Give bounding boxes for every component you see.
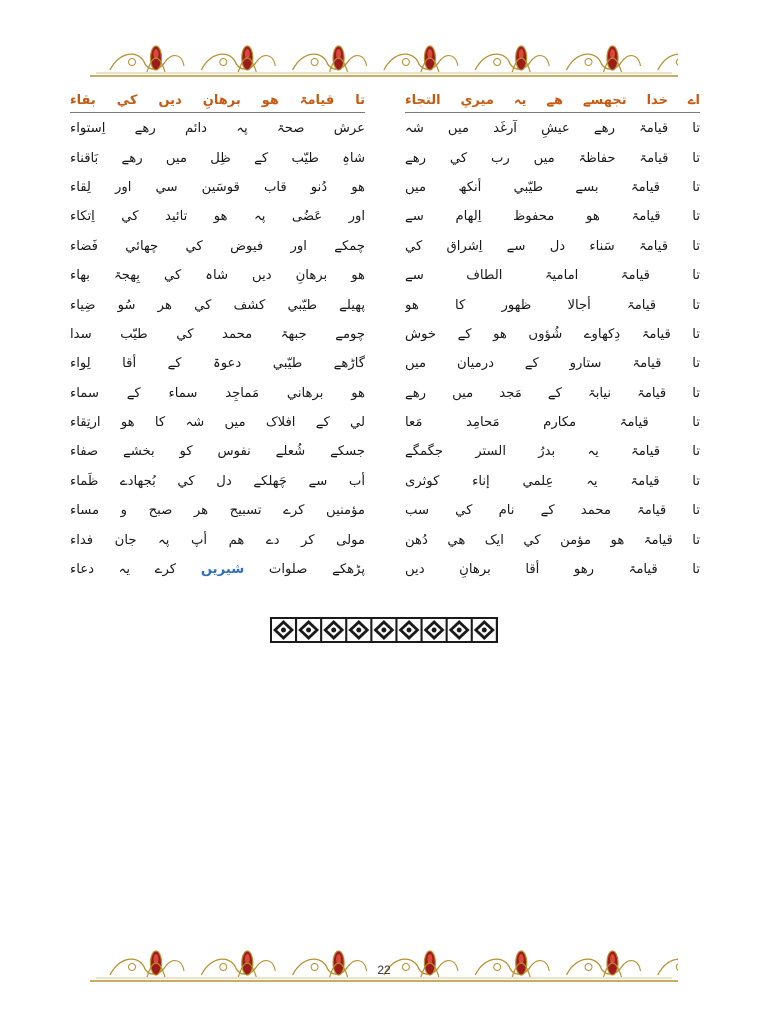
verse-right: تا قیامۃ محمد کے نام کي سب: [405, 503, 700, 519]
poem-row: [70, 555, 700, 584]
poem-row: [70, 349, 700, 378]
header-right-title: اے خدا تجھسے ھے یہ میري التجاء: [405, 90, 700, 113]
poem-body: [70, 88, 700, 584]
verse-right: تا قیامۃ حفاظۃ میں رب کي رھے: [405, 150, 700, 166]
verse-right: تا قیامۃ یہ عِلمي إناء کوثری: [405, 473, 700, 489]
verse-right: تا قیامۃ ھو مؤمن کي ایک ھي دُھن: [405, 532, 700, 548]
verse-right: تا قیامۃ یہ بدرُ الستر جگمگے: [405, 444, 700, 460]
poem-row: [70, 114, 700, 143]
verse-left: گاڑھے طیّبي دعوۃ کے أقا لِواء: [70, 356, 365, 372]
poem-row: [70, 467, 700, 496]
verse-left: جسکے شُعلے نفوس کو بخشے صفاء: [70, 444, 365, 460]
poem-row: [70, 408, 700, 437]
poem-row: [70, 496, 700, 525]
poem-row: [70, 202, 700, 231]
verse-left: مؤمنیں کرے تسبیح ھر صبح و مساء: [70, 503, 365, 519]
verse-left: شاہِ طیّب کے ظِل میں رھے بَاقناء: [70, 150, 365, 166]
verse-fragment: پڑھکے صلوات: [244, 562, 365, 578]
poem-header-row: [70, 88, 700, 114]
poem-row: [70, 143, 700, 172]
verse-right: تا قیامۃ امامیۃ الطاف سے: [405, 268, 700, 284]
verse-right: تا قیامۃ بسے طیّبي أنکھ میں: [405, 179, 700, 195]
verse-right: تا قیامۃ سَناء دل سے اِشراق کي: [405, 238, 700, 254]
poem-row: [70, 525, 700, 554]
geometric-divider-icon: [270, 617, 498, 643]
verse-left: ھو برھانِ دیں شاہ کي بِھجۃ بھاء: [70, 268, 365, 284]
verse-right: تا قیامۃ ستارو کے درمیان میں: [405, 356, 700, 372]
verse-right: تا قیامۃ رھے عیشِ آرغَد میں شہ: [405, 121, 700, 137]
verse-left: چمکے اور فیوض کي چھائي فَضاء: [70, 238, 365, 254]
poem-row: [70, 320, 700, 349]
verse-left: ھو دُنو قاب قوسَین سي اور لِقاء: [70, 179, 365, 195]
verse-left: چومے جبھۃ محمد کي طیّب سدا: [70, 326, 365, 342]
verse-left: أب سے چَھلکے دل کي بُجھادے ظَماء: [70, 473, 365, 489]
section-divider: [270, 617, 498, 643]
verse-left: لي کے افلاک میں شہ کا ھو ارتِقاء: [70, 415, 365, 431]
verse-fragment: کرے یہ دعاء: [70, 562, 201, 578]
verse-right: تا قیامۃ دِکھاوے شُؤوں ھو کے خوش: [405, 326, 700, 342]
verse-left: پھیلے طیّبي کشف کي ھر سُو ضِیاء: [70, 297, 365, 313]
top-floral-border: [90, 40, 678, 80]
poem-row: [70, 173, 700, 202]
verse-left: [70, 555, 365, 584]
verse-right: تا قیامۃ ھو محفوظ اِلھام سے: [405, 209, 700, 225]
floral-border-icon: [90, 40, 678, 80]
poem-row: [70, 379, 700, 408]
verse-left: عرش صحۃ پہ دائم رھے اِستواء: [70, 121, 365, 137]
verse-right: تا قیامۃ نیابۃ کے مَجد میں رھے: [405, 385, 700, 401]
poem-row: [70, 232, 700, 261]
poem-lines: [70, 114, 700, 584]
poem-row: [70, 290, 700, 319]
page-number: 22: [377, 963, 391, 977]
highlighted-word: شیریں: [200, 562, 245, 578]
poem-row: [70, 437, 700, 466]
verse-right: تا قیامۃ رھو أقا برھانِ دیں: [405, 562, 700, 578]
verse-left: ھو برھاني مَماجِد سماء کے سماء: [70, 385, 365, 401]
verse-left: مولی کر دے ھم أپ پہ جان فداء: [70, 532, 365, 548]
poem-row: [70, 261, 700, 290]
verse-right: تا قیامۃ مکارم مَحامِد مَعا: [405, 415, 700, 431]
verse-left: اور عَضُی پہ ھو تائید کي اِتکاء: [70, 209, 365, 225]
header-left-title: تا قیامۃ ھو برھانِ دیں کي بقاء: [70, 90, 365, 113]
verse-right: تا قیامۃ أجالا ظھور کا ھو: [405, 297, 700, 313]
